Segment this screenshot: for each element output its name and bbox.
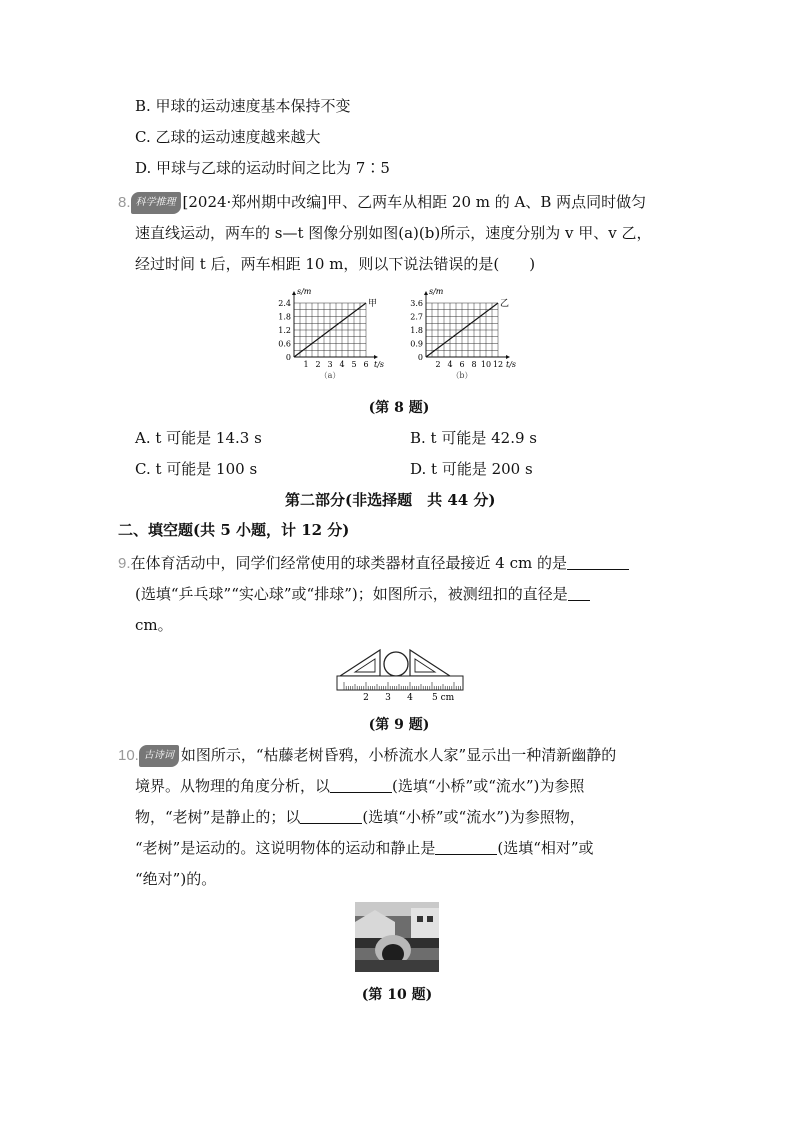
chart-b-x-arrow [506, 355, 510, 359]
q10-text-4b: (选填“相对”或 [497, 839, 594, 857]
chart-a-x-tick: 5 [351, 360, 357, 369]
q10-photo [355, 902, 439, 972]
chart-a-x-tick: 2 [315, 360, 321, 369]
q8-line-1 [118, 192, 646, 214]
ruler-label-3: 3 [385, 693, 391, 703]
q9-caption: (第 9 题) [368, 717, 430, 733]
chart-b-x-tick: 12 [492, 360, 504, 369]
q8-figure [270, 285, 530, 395]
q8-tag: 科学推理 [131, 192, 181, 214]
chart-a [278, 287, 384, 380]
part2-title: 第二部分(非选择题 共 44 分) [285, 491, 496, 509]
q9-blank-1[interactable] [567, 555, 629, 570]
chart-a-x-label: t/s [374, 360, 385, 369]
q9-text-2: (选填“乒乓球”“实心球”或“排球”)；如图所示，被测纽扣的直径是 [135, 585, 568, 603]
q7-option-c: C. 乙球的运动速度越来越大 [135, 128, 321, 146]
chart-a-y-label: s/m [297, 287, 312, 296]
q10-text-4a: “老树”是运动的。这说明物体的运动和静止是 [135, 839, 436, 857]
q10-text-1: 如图所示，“枯藤老树昏鸦，小桥流水人家”显示出一种清新幽静的 [180, 746, 617, 764]
q10-text-2b: (选填“小桥”或“流水”)为参照 [392, 777, 585, 795]
chart-b-y-tick: 1.8 [410, 326, 423, 335]
photo-house-right [411, 908, 439, 938]
chart-b-origin: 0 [417, 353, 423, 362]
chart-a-x-arrow [374, 355, 378, 359]
chart-b [410, 287, 516, 380]
photo-window [417, 916, 423, 922]
chart-b-x-label: t/s [506, 360, 517, 369]
chart-b-x-tick: 10 [480, 360, 492, 369]
chart-b-y-tick: 2.7 [410, 312, 423, 322]
chart-b-y-arrow [424, 291, 428, 295]
section-fill-blank: 二、填空题(共 5 小题，计 12 分) [118, 521, 350, 539]
button-object [384, 652, 408, 676]
chart-b-x-tick: 8 [471, 360, 477, 369]
chart-b-x-tick: 2 [435, 360, 441, 369]
q10-text-3a: 物，“老树”是静止的；以 [135, 808, 301, 826]
q8-line-3: 经过时间 t 后，两车相距 10 m，则以下说法错误的是( ) [135, 255, 536, 273]
q8-option-b: B. t 可能是 42.9 s [410, 429, 537, 447]
q9-text-1: 在体育活动中，同学们经常使用的球类器材直径最接近 4 cm 的是 [130, 554, 567, 572]
q10-line-2 [135, 776, 584, 796]
q8-line-2: 速直线运动，两车的 s—t 图像分别如图(a)(b)所示，速度分别为 v 甲、v 乙， [135, 224, 652, 242]
chart-b-x-tick: 6 [459, 360, 465, 369]
chart-a-sublabel: （a） [319, 371, 341, 380]
q10-line-4 [135, 838, 594, 858]
q9-line-3: cm。 [135, 616, 173, 634]
chart-a-y-tick: 2.4 [278, 299, 291, 308]
q9-line-2 [135, 584, 590, 604]
q10-text-2a: 境界。从物理的角度分析，以 [135, 777, 331, 795]
q8-number: 8. [118, 194, 131, 211]
q8-caption: (第 8 题) [368, 400, 430, 416]
q10-line-3 [135, 807, 585, 827]
chart-b-y-tick: 0.9 [410, 339, 423, 349]
chart-b-y-tick: 3.6 [410, 299, 423, 308]
q10-blank-2[interactable] [300, 809, 362, 824]
q9-blank-2[interactable] [568, 586, 590, 601]
chart-a-series-name: 甲 [368, 299, 378, 309]
chart-a-x-tick: 3 [327, 360, 333, 369]
chart-b-sublabel: （b） [451, 371, 473, 380]
chart-a-x-tick: 4 [339, 360, 345, 369]
chart-a-y-tick: 1.8 [278, 312, 291, 322]
q7-option-d: D. 甲球与乙球的运动时间之比为 7∶5 [135, 159, 390, 177]
q8-option-a: A. t 可能是 14.3 s [135, 429, 262, 447]
q8-text-1: [2024·郑州期中改编]甲、乙两车从相距 20 m 的 A、B 两点同时做匀 [182, 193, 647, 211]
q10-number: 10. [118, 747, 139, 764]
q10-caption: (第 10 题) [361, 987, 433, 1003]
q9-line-1 [118, 553, 629, 574]
chart-a-y-arrow [292, 291, 296, 295]
ruler-label-2: 2 [363, 693, 369, 703]
chart-b-y-label: s/m [429, 287, 444, 296]
chart-b-series-name: 乙 [500, 299, 510, 309]
q10-line-1 [118, 745, 616, 767]
q10-line-5: “绝对”)的。 [135, 870, 217, 888]
q10-blank-3[interactable] [435, 840, 497, 855]
q10-text-3b: (选填“小桥”或“流水”)为参照物， [362, 808, 585, 826]
q10-tag: 古诗词 [139, 745, 179, 767]
q7-option-b: B. 甲球的运动速度基本保持不变 [135, 97, 351, 115]
q8-option-c: C. t 可能是 100 s [135, 460, 258, 478]
chart-a-origin: 0 [285, 353, 291, 362]
photo-window-2 [427, 916, 433, 922]
ruler-label-5: 5 cm [432, 693, 455, 703]
chart-a-x-tick: 1 [303, 360, 309, 369]
chart-a-y-tick: 1.2 [278, 326, 291, 335]
q8-option-d: D. t 可能是 200 s [410, 460, 533, 478]
ruler [337, 676, 463, 690]
q10-blank-1[interactable] [330, 778, 392, 793]
q9-number: 9. [118, 555, 131, 572]
q9-ruler-figure [335, 648, 465, 706]
ruler-label-4: 4 [407, 693, 413, 703]
chart-b-x-tick: 4 [447, 360, 453, 369]
photo-water [355, 960, 439, 972]
chart-a-y-tick: 0.6 [278, 339, 291, 349]
chart-a-x-tick: 6 [363, 360, 369, 369]
